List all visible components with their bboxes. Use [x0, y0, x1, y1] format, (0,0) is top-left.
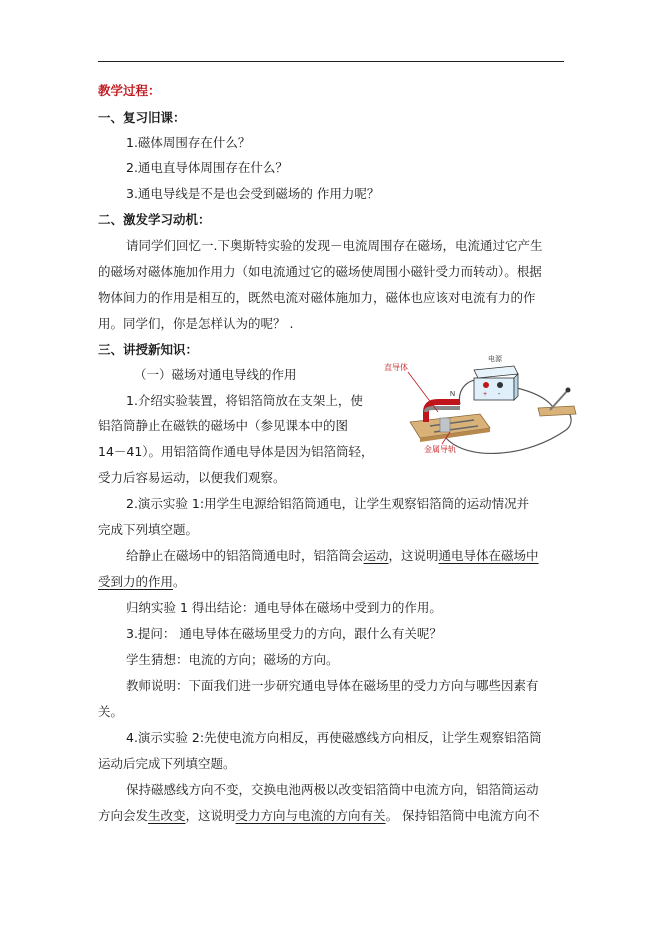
blank-answer-change: 生改变 [148, 808, 186, 823]
blank-answer-motion: 运动 [363, 548, 389, 563]
power-box-front [474, 378, 514, 400]
motivate-line-4: 用。同学们，你是怎样认为的呢？ . [98, 316, 294, 331]
header-rule [98, 61, 564, 62]
blank-answer-conclusion-b: 受到力的作用 [98, 574, 174, 589]
label-conductor: 直导体 [384, 363, 408, 372]
power-box-side [514, 374, 518, 400]
paragraph-5: 3.提问： 通电导体在磁场里受力的方向，跟什么有关呢？ [126, 626, 442, 641]
p9-text-e: 。 保持铝箔筒中电流方向不 [385, 808, 540, 823]
paragraph-8-line-2: 运动后完成下列填空题。 [98, 756, 236, 771]
label-plus: + [483, 391, 488, 398]
paragraph-1-line-1: 1.介绍实验装置，将铝箔筒放在支架上，使 [126, 393, 363, 408]
motivate-line-1: 请同学们回忆一.下奥斯特实验的发现－电流周围存在磁场，电流通过它产生 [126, 238, 543, 253]
p3-text-c: ，这说明 [388, 548, 439, 563]
blank-answer-conclusion-a: 通电导体在磁场中 [438, 548, 539, 563]
motivate-line-2: 的磁场对磁体施加作用力（如电流通过它的磁场使周围小磁针受力而转动）。根据 [98, 264, 542, 279]
paragraph-8-line-1: 4.演示实验 2:先使电流方向相反，再使磁感线方向相反，让学生观察铝箔筒 [126, 730, 542, 745]
paragraph-4: 归纳实验 1 得出结论：通电导体在磁场中受到力的作用。 [126, 600, 442, 615]
paragraph-1-line-2: 铝箔筒静止在磁铁的磁场中（参见课本中的图 [98, 418, 349, 433]
pointer-conductor [408, 372, 438, 412]
subheading-magnetic-force: （一）磁场对通电导线的作用 [134, 367, 297, 382]
paragraph-9-line-1: 保持磁感线方向不变，交换电池两极以改变铝箔筒中电流方向，铝箔筒运动 [126, 782, 539, 797]
power-terminal-plus [483, 382, 489, 388]
review-question-1: 1.磁体周围存在什么？ [126, 135, 251, 150]
paragraph-3-line-2 [98, 574, 186, 590]
heading-motivate: 二、激发学习动机： [98, 212, 211, 227]
power-box-top [474, 366, 518, 378]
paragraph-7-line-1: 教师说明：下面我们进一步研究通电导体在磁场里的受力方向与哪些因素有 [126, 678, 539, 693]
label-power: 电源 [488, 356, 502, 363]
paragraph-2-line-1: 2.演示实验 1:用学生电源给铝箔筒通电，让学生观察铝箔筒的运动情况并 [126, 496, 530, 511]
p3-text-end: 。 [173, 574, 186, 589]
paragraph-1-line-3: 14－41）。用铝箔筒作通电导体是因为铝箔筒轻， [98, 444, 374, 459]
label-n: N [450, 391, 456, 398]
label-minus: - [498, 391, 501, 398]
p9-text-a: 方向会发 [98, 808, 149, 823]
blank-answer-direction: 受力方向与电流的方向有关 [235, 808, 386, 823]
switch-knob [566, 388, 571, 393]
paragraph-1-line-4: 受力后容易运动，以便我们观察。 [98, 470, 286, 485]
label-rail: 金属导轨 [424, 445, 456, 454]
foil-tube [440, 418, 450, 432]
heading-review: 一、复习旧课： [98, 110, 186, 125]
power-terminal-minus [497, 382, 503, 388]
motivate-line-3: 物体间力的作用是相互的，既然电流对磁体施加力，磁体也应该对电流有力的作 [98, 290, 536, 305]
section-title: 教学过程： [98, 83, 161, 98]
paragraph-3-line-1 [126, 548, 539, 564]
horseshoe-magnet-inner [426, 408, 460, 412]
paragraph-2-line-2: 完成下列填空题。 [98, 522, 199, 537]
experiment-diagram [378, 352, 578, 464]
p9-text-c: ，这说明 [185, 808, 236, 823]
paragraph-7-line-2: 关。 [98, 704, 124, 719]
paragraph-9-line-2 [98, 808, 540, 824]
review-question-2: 2.通电直导体周围存在什么？ [126, 160, 288, 175]
heading-teach: 三、讲授新知识： [98, 342, 199, 357]
switch-base [538, 406, 576, 416]
review-question-3: 3.通电导线是不是也会受到磁场的 作用力呢？ [126, 186, 380, 201]
p3-text-a: 给静止在磁场中的铝箔筒通电时，铝箔筒会 [126, 548, 364, 563]
paragraph-6: 学生猜想：电流的方向；磁场的方向。 [126, 652, 339, 667]
